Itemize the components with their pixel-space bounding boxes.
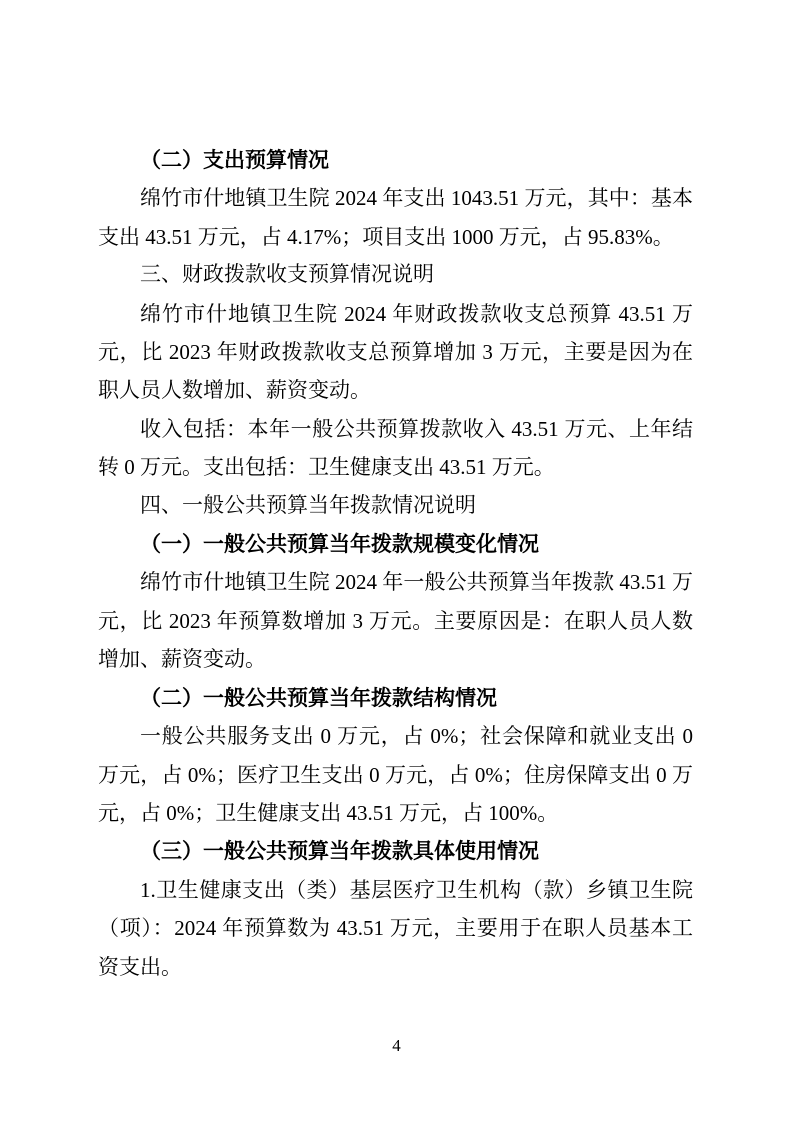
heading-appropriation-scale-change: （一）一般公共预算当年拨款规模变化情况 <box>140 532 539 557</box>
heading-appropriation-specific-usage: （三）一般公共预算当年拨款具体使用情况 <box>140 839 539 864</box>
document-body <box>98 141 693 986</box>
heading-expenditure-budget-section: （二）支出预算情况 <box>140 148 329 172</box>
heading-general-public-budget-section: 四、一般公共预算当年拨款情况说明 <box>140 493 476 517</box>
paragraph-fiscal-appropriation-total: 绵竹市什地镇卫生院 2024 年财政拨款收支总预算 43.51 万元，比 2023 年财政拨款收支总预算增加 3 万元，主要是因为在职人员人数增加、薪资变动。 <box>98 301 693 403</box>
paragraph-appropriation-scale-change-detail: 绵竹市什地镇卫生院 2024 年一般公共预算当年拨款 43.51 万元，比 2023 年预算数增加 3 万元。主要原因是：在职人员人数增加、薪资变动。 <box>98 570 693 672</box>
heading-fiscal-appropriation-section: 三、财政拨款收支预算情况说明 <box>140 263 434 287</box>
heading-appropriation-structure: （二）一般公共预算当年拨款结构情况 <box>140 685 497 710</box>
paragraph-appropriation-specific-usage-detail: 1.卫生健康支出（类）基层医疗卫生机构（款）乡镇卫生院（项）：2024 年预算数为 43.51 万元，主要用于在职人员基本工资支出。 <box>98 877 693 979</box>
page-number: 4 <box>392 1036 401 1055</box>
paragraph-appropriation-structure-detail: 一般公共服务支出 0 万元，占 0%；社会保障和就业支出 0 万元，占 0%；医疗卫生支出 0 万元，占 0%；住房保障支出 0 万元，占 0%；卫生健康支出 43.51 万元，占 100%。 <box>98 724 693 825</box>
paragraph-income-expense-breakdown: 收入包括：本年一般公共预算拨款收入 43.51 万元、上年结转 0 万元。支出包括：卫生健康支出 43.51 万元。 <box>98 416 693 480</box>
paragraph-expenditure-budget-detail: 绵竹市什地镇卫生院 2024 年支出 1043.51 万元，其中：基本支出 43.51 万元，占 4.17%；项目支出 1000 万元，占 95.83%。 <box>98 186 693 249</box>
